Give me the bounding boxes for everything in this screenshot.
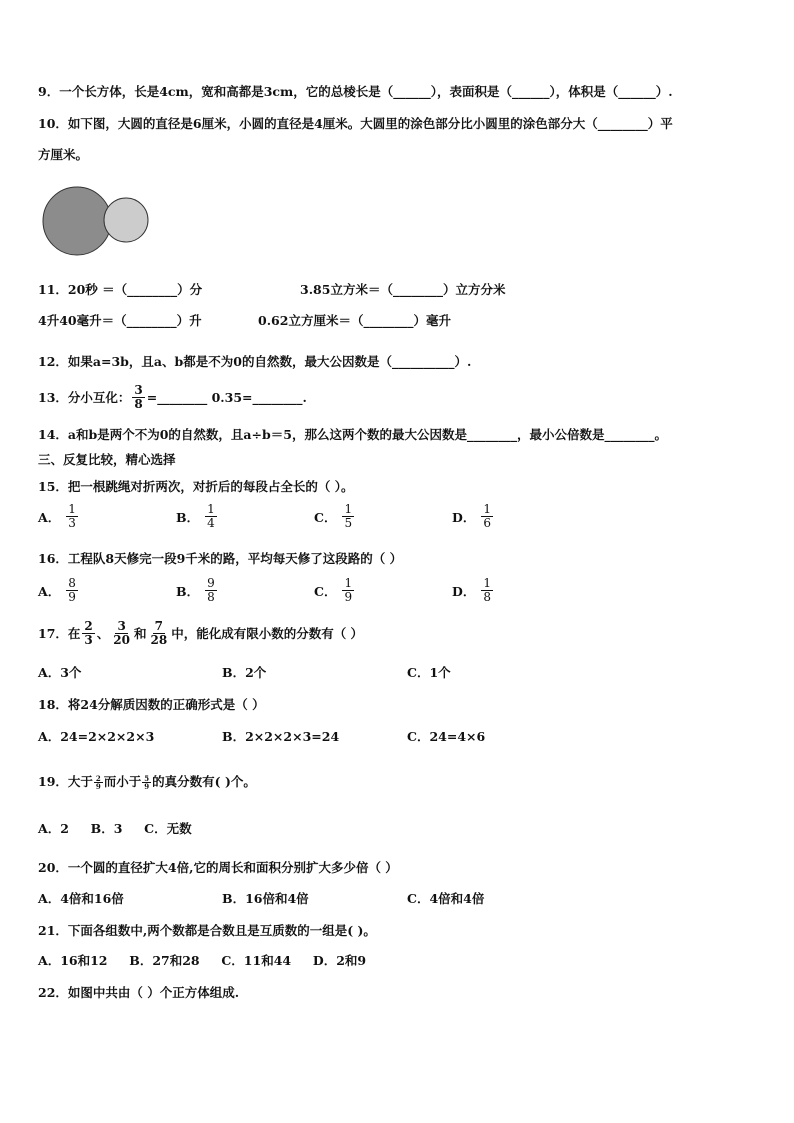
question-16: 16．工程队8天修完一段9千米的路，平均每天修了这段路的（ ） <box>38 551 403 566</box>
fraction-numerator: 2 <box>95 773 101 783</box>
fraction-denominator: 5 <box>344 516 353 530</box>
fraction-2-9 <box>94 775 103 790</box>
question-11-b: 3.85立方米＝（________）立方分米 <box>300 282 506 297</box>
q13-prefix: 13．分小互化： <box>38 389 131 405</box>
question-22: 22．如图中共由（ ）个正方体组成. <box>38 985 240 1000</box>
q16-option-c <box>314 577 356 604</box>
section-3-heading: 三、反复比较，精心选择 <box>38 452 176 467</box>
q17-suffix: 中，能化成有限小数的分数有（ ） <box>171 625 364 641</box>
fraction-2-3 <box>82 620 94 647</box>
fraction-denominator: 9 <box>344 590 353 604</box>
fraction-numerator: 8 <box>68 576 76 590</box>
question-11-d: 0.62立方厘米＝（________）毫升 <box>258 313 451 328</box>
q18-option-a: A．24=2×2×2×3 <box>38 729 155 744</box>
fraction-denominator: 20 <box>113 633 130 647</box>
question-18: 18．将24分解质因数的正确形式是（ ） <box>38 697 265 712</box>
fraction-numerator: 3 <box>117 619 126 633</box>
q17-sep2: 和 <box>133 625 147 641</box>
q15-option-d <box>452 503 495 530</box>
fraction-numerator: 9 <box>207 576 215 590</box>
fraction-denominator: 9 <box>68 590 76 604</box>
q15-option-b <box>176 503 219 530</box>
question-21: 21．下面各组数中,两个数都是合数且是互质数的一组是( )。 <box>38 923 376 938</box>
fraction-3-20 <box>111 620 132 647</box>
q17-option-b: B．2个 <box>222 665 267 680</box>
fraction-numerator: 1 <box>207 502 215 516</box>
q17-option-c: C．1个 <box>407 665 451 680</box>
option-label: A． <box>38 509 61 525</box>
q16-option-b <box>176 577 219 604</box>
q20-option-b: B．16倍和4倍 <box>222 891 309 906</box>
fraction-numerator: 5 <box>144 773 150 783</box>
q19-options: A．2 B．3 C．无数 <box>38 821 192 836</box>
fraction-numerator: 1 <box>483 502 491 516</box>
question-10-line2: 方厘米。 <box>38 147 89 162</box>
q17-sep1: 、 <box>96 625 110 641</box>
option-label: D． <box>452 509 476 525</box>
fraction-denominator: 3 <box>68 516 76 530</box>
fraction-5-9 <box>142 775 151 790</box>
fraction-denominator: 8 <box>207 590 215 604</box>
question-19 <box>38 774 256 790</box>
q20-option-c: C．4倍和4倍 <box>407 891 485 906</box>
option-label: C． <box>314 509 337 525</box>
q19-mid: 而小于 <box>103 774 142 789</box>
fraction-denominator: 9 <box>144 781 150 791</box>
fraction-3-8 <box>132 384 144 411</box>
fraction-numerator: 2 <box>84 619 93 633</box>
large-circle <box>43 187 111 255</box>
q18-option-b: B．2×2×2×3=24 <box>222 729 340 744</box>
fraction-denominator: 3 <box>84 633 93 647</box>
q15-option-a <box>38 503 80 530</box>
fraction-denominator: 8 <box>483 590 491 604</box>
fraction-numerator: 1 <box>344 576 353 590</box>
option-label: C． <box>314 583 337 599</box>
question-20: 20．一个圆的直径扩大4倍,它的周长和面积分别扩大多少倍（ ） <box>38 860 398 875</box>
question-11-a: 11．20秒 ＝（________）分 <box>38 282 203 297</box>
small-circle <box>104 198 148 242</box>
option-label: A． <box>38 583 61 599</box>
question-17 <box>38 620 363 647</box>
q21-options: A．16和12 B．27和28 C．11和44 D．2和9 <box>38 953 367 968</box>
fraction-numerator: 3 <box>134 383 143 397</box>
question-15: 15．把一根跳绳对折两次，对折后的每段占全长的（ ）。 <box>38 479 354 494</box>
fraction-denominator: 28 <box>150 633 168 647</box>
q16-option-d <box>452 577 495 604</box>
option-label: D． <box>452 583 476 599</box>
question-13 <box>38 384 307 411</box>
fraction-numerator: 1 <box>344 502 353 516</box>
q19-suffix: 的真分数有( )个。 <box>152 774 256 789</box>
question-12: 12．如果a=3b，且a、b都是不为0的自然数，最大公因数是（__________）. <box>38 354 472 369</box>
fraction-numerator: 7 <box>154 619 164 633</box>
question-14: 14．a和b是两个不为0的自然数，且a÷b＝5，那么这两个数的最大公因数是________，最小公倍数是________。 <box>38 427 667 442</box>
fraction-denominator: 6 <box>483 516 491 530</box>
q20-option-a: A．4倍和16倍 <box>38 891 124 906</box>
question-9: 9．一个长方体，长是4cm，宽和高都是3cm，它的总棱长是（______），表面积是（______），体积是（______）. <box>38 84 673 99</box>
q17-option-a: A．3个 <box>38 665 82 680</box>
q17-prefix: 17．在 <box>38 625 81 641</box>
fraction-numerator: 1 <box>483 576 491 590</box>
q19-prefix: 19．大于 <box>38 774 93 789</box>
fraction-denominator: 4 <box>207 516 215 530</box>
option-label: B． <box>176 583 200 599</box>
q15-option-c <box>314 503 356 530</box>
fraction-7-28 <box>149 620 170 647</box>
fraction-denominator: 8 <box>134 397 143 411</box>
option-label: B． <box>176 509 200 525</box>
overlapping-circles-figure <box>40 182 170 264</box>
q18-option-c: C．24=4×6 <box>407 729 486 744</box>
q13-suffix: =________ 0.35=________. <box>146 389 307 405</box>
fraction-numerator: 1 <box>68 502 76 516</box>
fraction-denominator: 9 <box>95 781 101 791</box>
q16-option-a <box>38 577 80 604</box>
question-11-c: 4升40毫升＝（________）升 <box>38 313 202 328</box>
question-10-line1: 10．如下图，大圆的直径是6厘米，小圆的直径是4厘米。大圆里的涂色部分比小圆里的涂色部分大（________）平 <box>38 116 673 131</box>
